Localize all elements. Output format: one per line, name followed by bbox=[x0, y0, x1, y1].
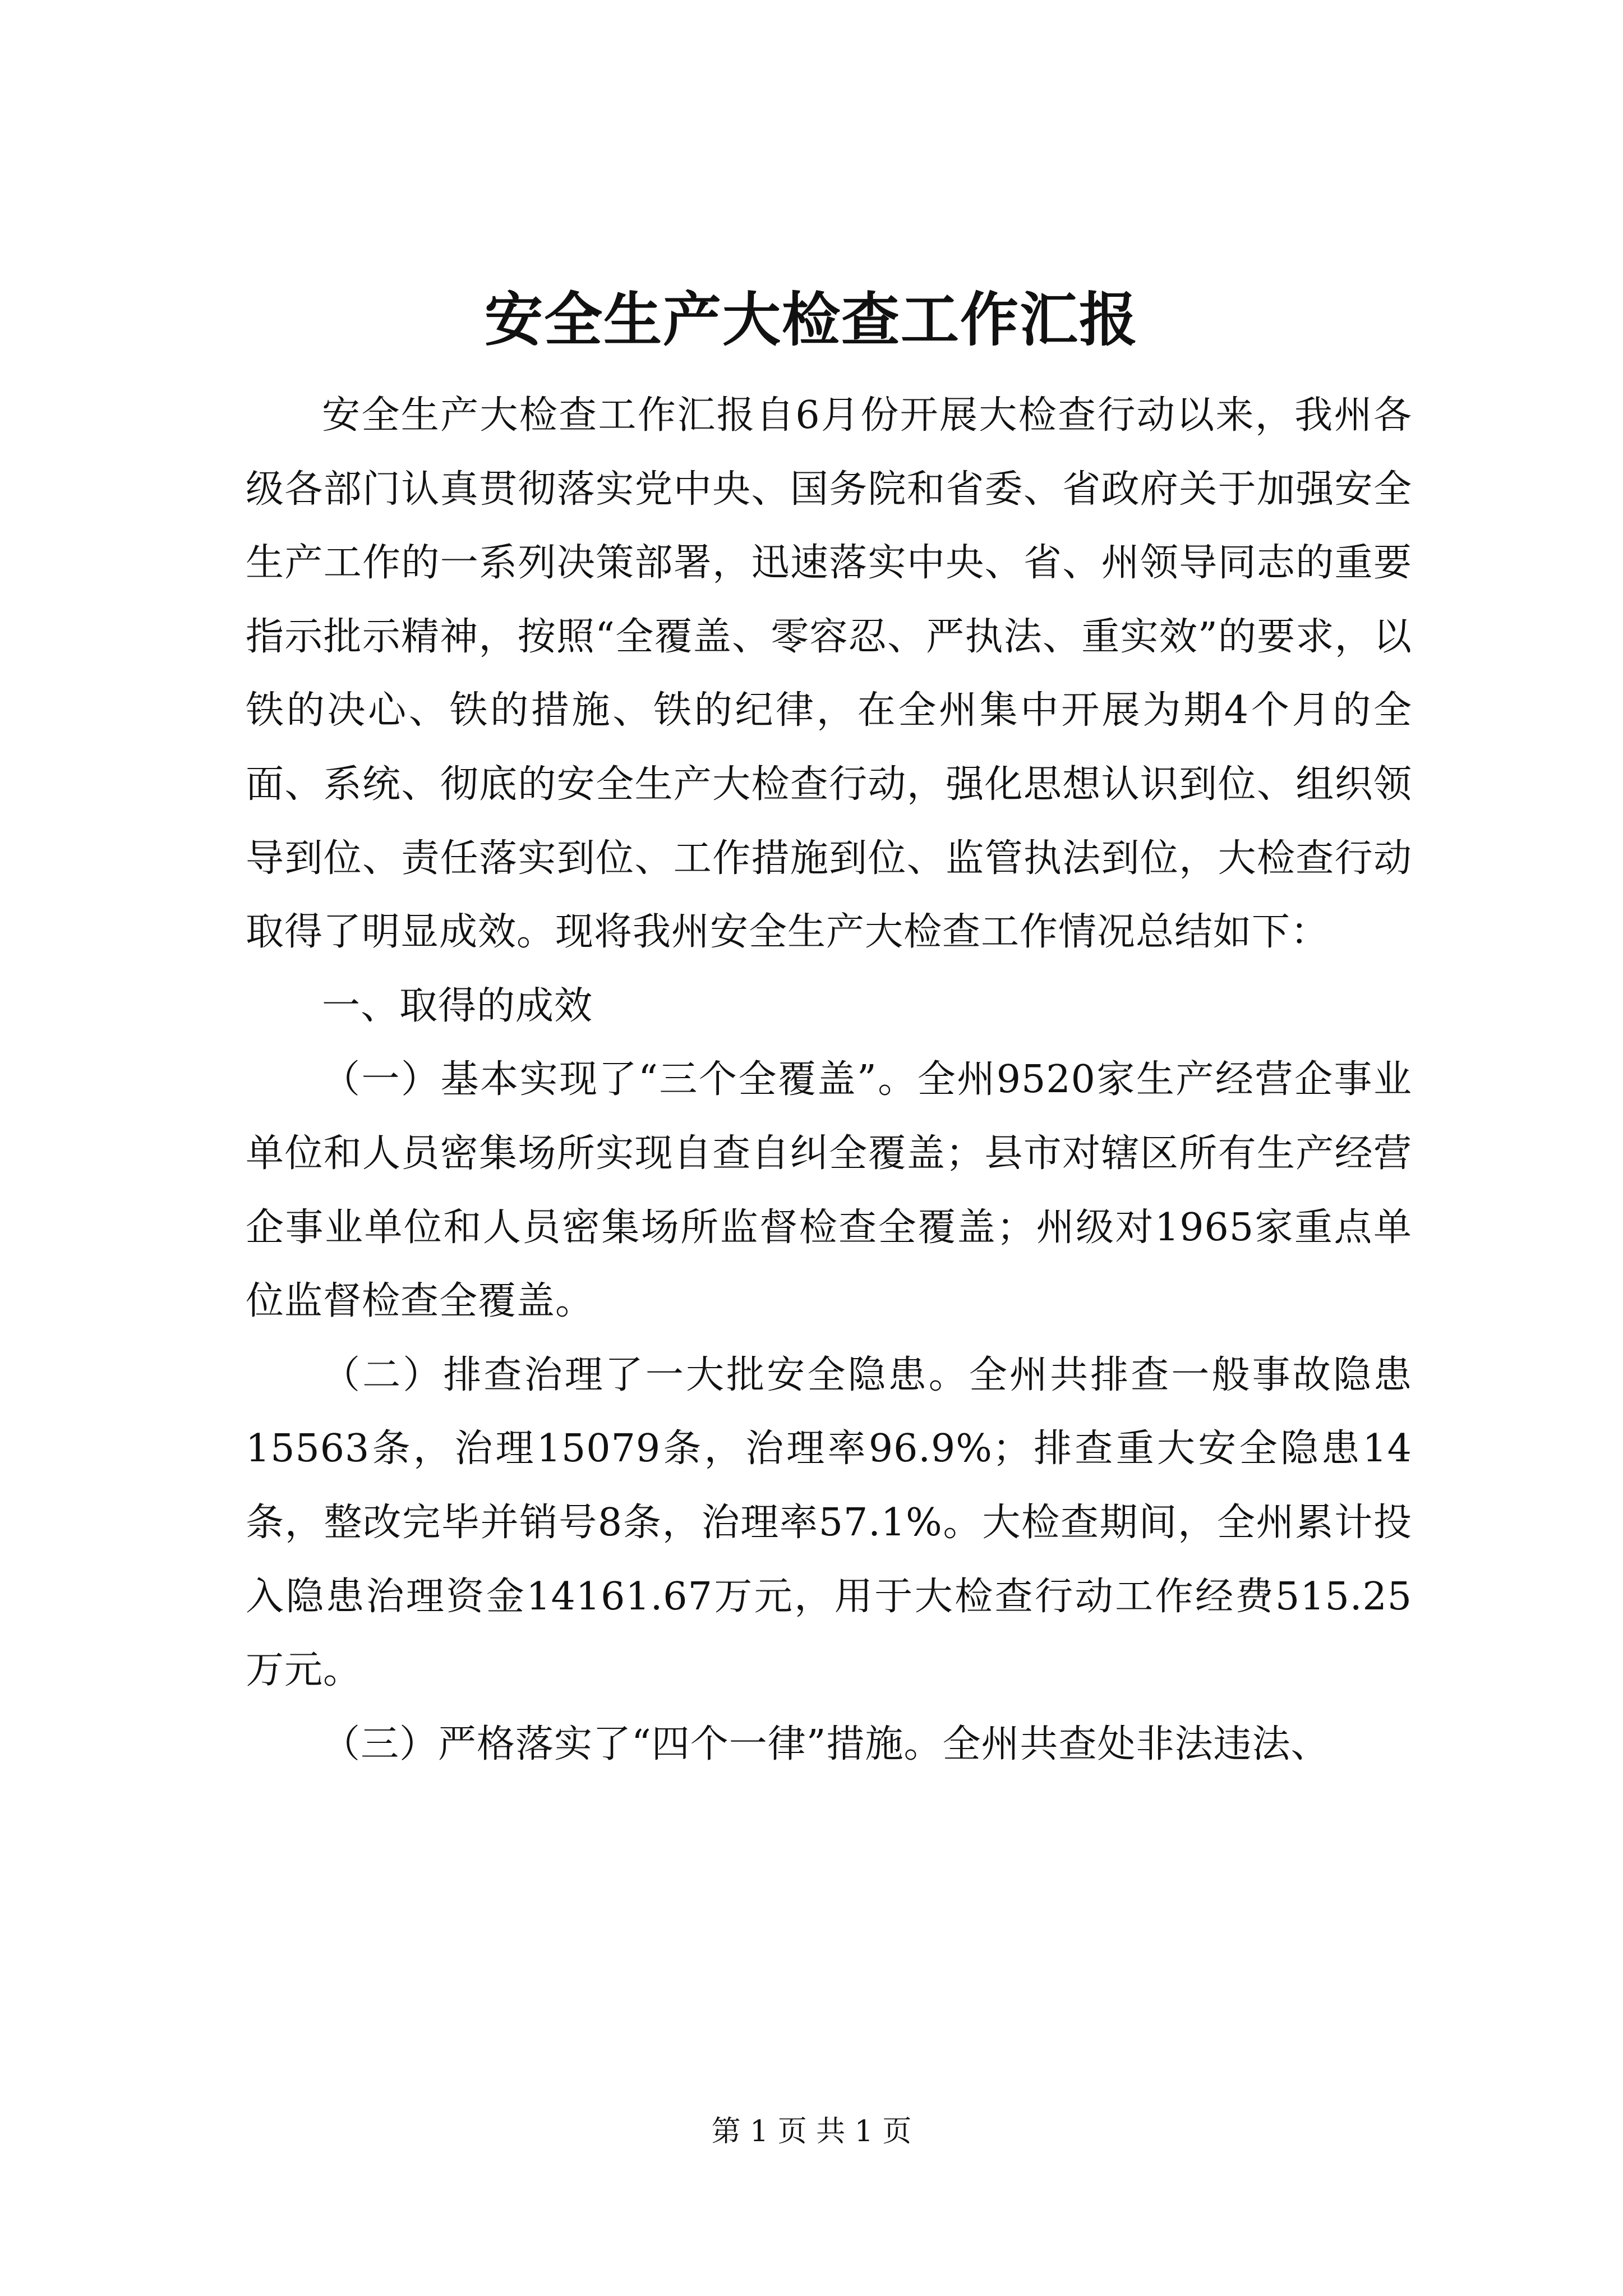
paragraph-intro: 安全生产大检查工作汇报自6月份开展大检查行动以来，我州各级各部门认真贯彻落实党中央、国务院和省委、省政府关于加强安全生产工作的一系列决策部署，迅速落实中央、省、州领导同志的重要指示批示精神，按照“全覆盖、零容忍、严执法、重实效”的要求，以铁的决心、铁的措施、铁的纪律，在全州集中开展为期4个月的全面、系统、彻底的安全生产大检查行动，强化思想认识到位、组织领导到位、责任落实到位、工作措施到位、监管执法到位，大检查行动取得了明显成效。现将我州安全生产大检查工作情况总结如下： bbox=[246, 393, 1413, 955]
document-title: 安全生产大检查工作汇报 bbox=[484, 285, 1138, 354]
paragraph-item-3: （三）严格落实了“四个一律”措施。全州共查处非法违法、 bbox=[322, 1722, 1330, 1766]
document-body bbox=[246, 379, 1412, 1781]
page-footer: 第 1 页 共 1 页 bbox=[711, 2115, 912, 2148]
paragraph-item-2: （二）排查治理了一大批安全隐患。全州共排查一般事故隐患15563条，治理15079条，治理率96.9%；排查重大安全隐患14条，整改完毕并销号8条，治理率57.1%。大检查期间，全州累计投入隐患治理资金14161.67万元，用于大检查行动工作经费515.25万元。 bbox=[246, 1352, 1412, 1693]
paragraph-item-1: （一）基本实现了“三个全覆盖”。全州9520家生产经营企事业单位和人员密集场所实现自查自纠全覆盖；县市对辖区所有生产经营企事业单位和人员密集场所监督检查全覆盖；州级对1965家重点单位监督检查全覆盖。 bbox=[246, 1057, 1412, 1324]
section-heading-achievements: 一、取得的成效 bbox=[322, 983, 593, 1028]
